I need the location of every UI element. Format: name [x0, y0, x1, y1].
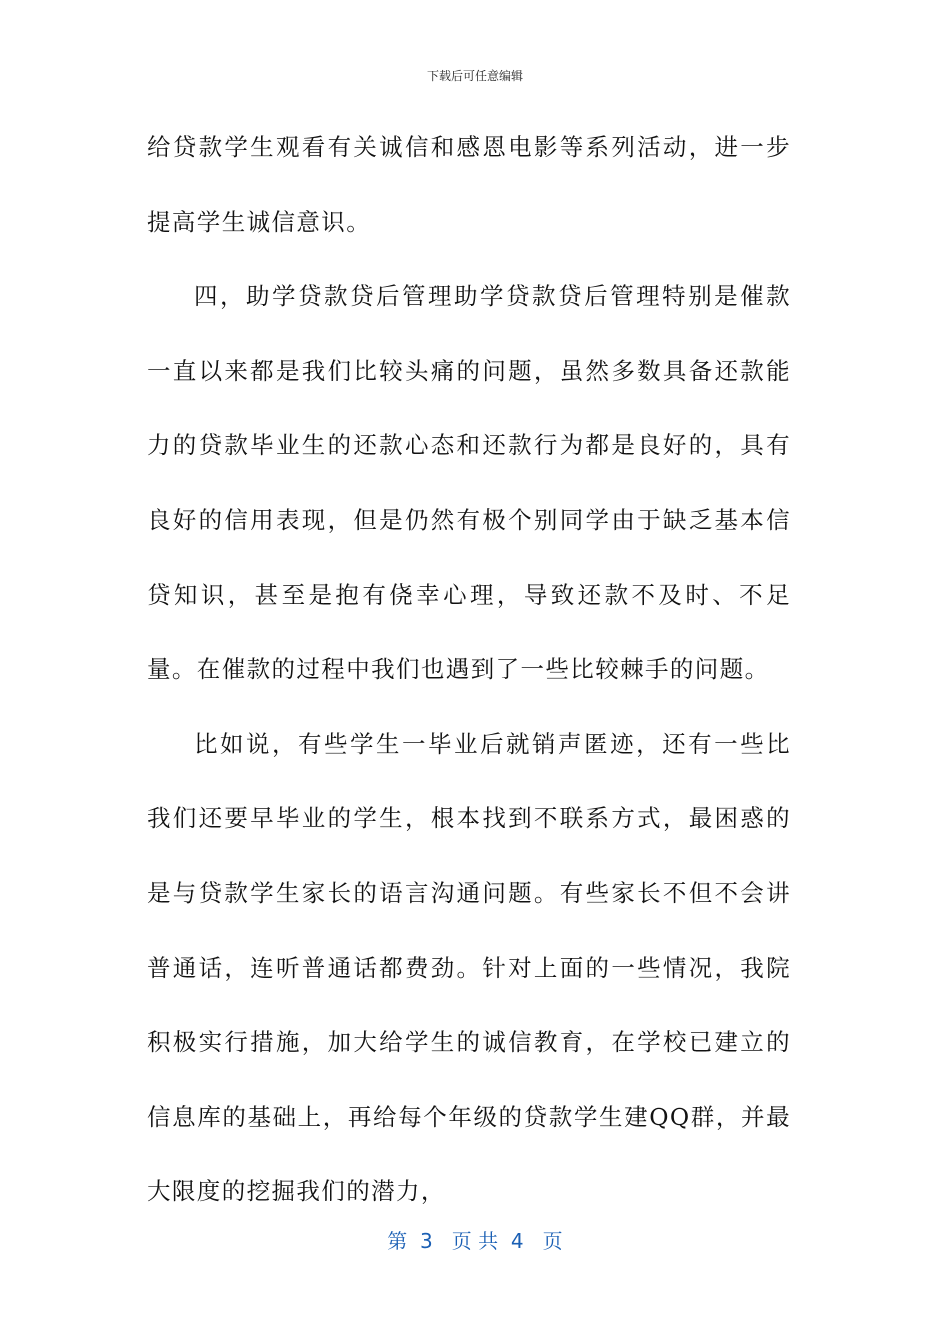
header-note: 下载后可任意编辑 — [426, 69, 523, 83]
paragraph-3: 比如说，有些学生一毕业后就销声匿迹，还有一些比我们还要早毕业的学生，根本找到不联系方式，最困惑的是与贷款学生家长的语言沟通问题。有些家长不但不会讲普通话，连听普通话都费劲。针对上面的一些情况，我院积极实行措施，加大给学生的诚信教育，在学校已建立的信息库的基础上，再给每个年级的贷款学生建QQ群，并最大限度的挖掘我们的潜力， — [147, 729, 791, 1206]
page-number-footer: 第 3 页 共 4 页 — [387, 1229, 563, 1253]
document-body — [147, 110, 791, 1229]
paragraph-1: 给贷款学生观看有关诚信和感恩电影等系列活动，进一步提高学生诚信意识。 — [147, 133, 791, 236]
paragraph-2: 四，助学贷款贷后管理助学贷款贷后管理特别是催款一直以来都是我们比较头痛的问题，虽然多数具备还款能力的贷款毕业生的还款心态和还款行为都是良好的，具有良好的信用表现，但是仍然有极个别同学由于缺乏基本信贷知识，甚至是抱有侥幸心理，导致还款不及时、不足量。在催款的过程中我们也遇到了一些比较棘手的问题。 — [147, 282, 791, 684]
